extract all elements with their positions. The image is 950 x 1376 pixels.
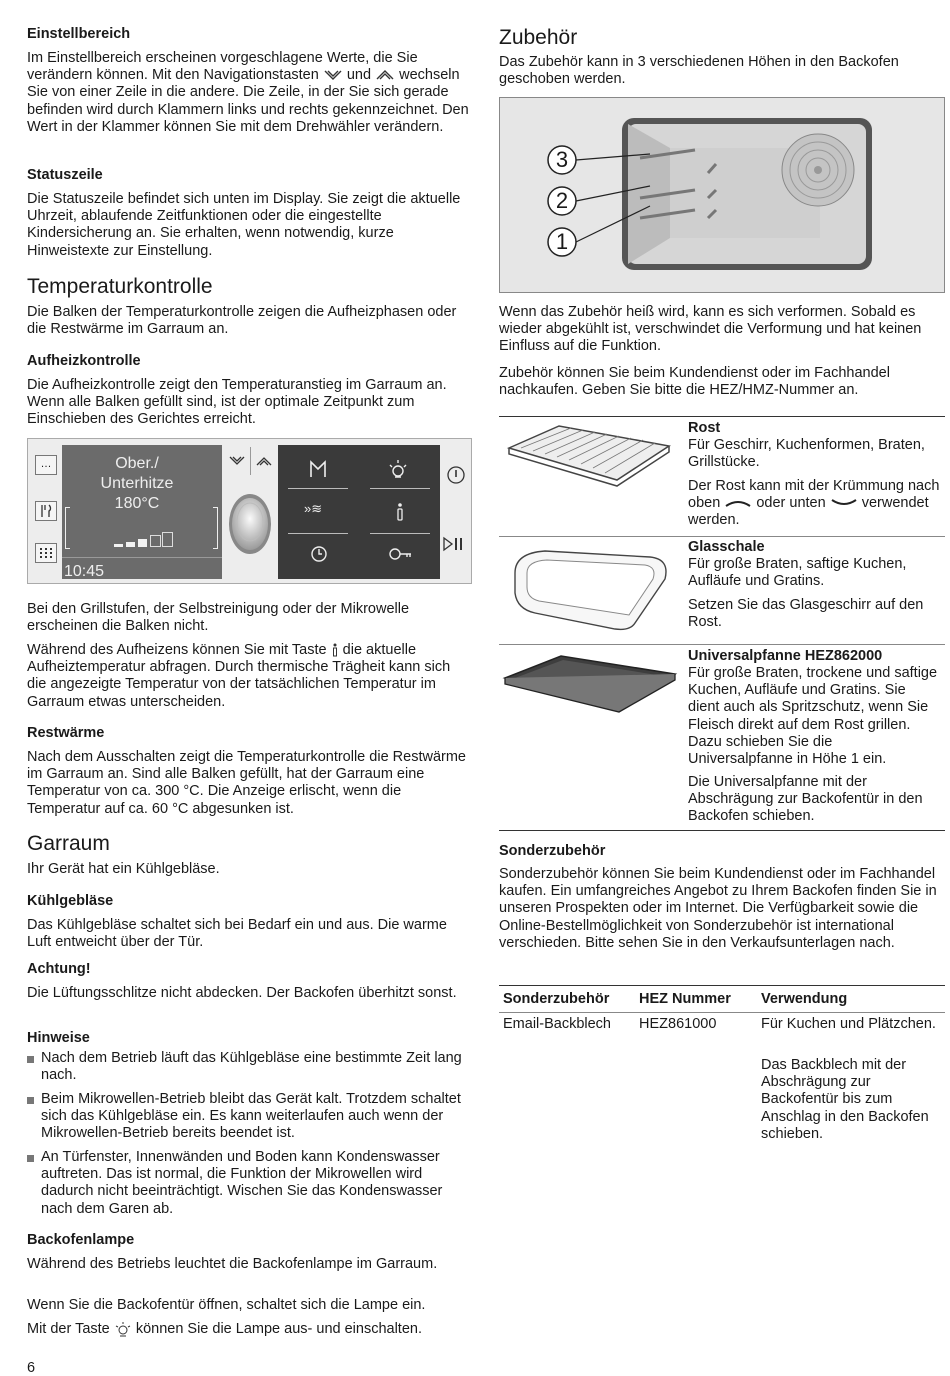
paragraph-zubehoer-2: Wenn das Zubehör heiß wird, kann es sich verformen. Sobald es wieder abgekühlt ist, verschwindet die Verformung und hat keinen Einfluss auf die Funktion. — [499, 304, 922, 355]
table-header-verwendung: Verwendung — [761, 991, 848, 1007]
grid-rule-2 — [370, 488, 430, 489]
heading-einstellbereich: Einstellbereich — [27, 26, 131, 42]
heading-hinweise: Hinweise — [27, 1030, 90, 1046]
item-note-glasschale: Setzen Sie das Glasgeschirr auf den Rost. — [688, 597, 924, 631]
paragraph-statuszeile: Die Statuszeile befindet sich unten im Display. Sie zeigt die aktuelle Uhrzeit, ablaufende Zeitfunktionen oder die eingestellte Kindersicherung an. Sie erhalten, wenn notwendig, kurze Hinweistexte zur Einstellung. — [27, 191, 461, 259]
paragraph-einstellbereich: Im Einstellbereich erscheinen vorgeschlagene Werte, die Sie verändern können. Mit den Navigationstasten und wechseln Sie von einer Zeile in die andere. Die Zeile, in der Sie sich gerade befinden wird durch Klammern links und rechts gekennzeichnet. Den Wert in der Klammer können Sie mit dem Drehwähler verändern. — [27, 50, 469, 135]
table-rule — [499, 644, 945, 645]
light-inline-icon — [114, 1321, 132, 1337]
rack-image — [499, 420, 679, 490]
display-line-2: Unterhitze — [100, 475, 174, 492]
paragraph-backofenlampe-3: Mit der Taste können Sie die Lampe aus- und einschalten. — [27, 1321, 422, 1337]
bullet-square — [27, 1097, 34, 1104]
table-top-rule — [499, 416, 945, 417]
item-title-rost: Rost — [688, 420, 721, 436]
list-item: Nach dem Betrieb läuft das Kühlgebläse eine bestimmte Zeit lang nach. — [27, 1050, 471, 1084]
clock-icon[interactable] — [308, 543, 330, 570]
nav-up-button[interactable] — [254, 447, 274, 477]
info-inline-icon — [331, 642, 339, 658]
heading-temperaturkontrolle: Temperaturkontrolle — [27, 275, 213, 298]
start-pause-button[interactable] — [442, 535, 466, 558]
rotary-knob[interactable] — [228, 491, 270, 553]
divider-arrows — [250, 447, 251, 475]
paragraph-temperaturkontrolle: Die Balken der Temperaturkontrolle zeigen die Aufheizphasen oder die Restwärme im Garraum an. — [27, 304, 457, 338]
status-time: 10:45 — [64, 563, 105, 580]
icon-menu-button[interactable]: … — [35, 455, 57, 475]
function-grid — [278, 445, 440, 579]
operating-mode-icon[interactable] — [306, 457, 330, 486]
keypad-icon[interactable] — [35, 543, 57, 563]
display-screen — [62, 445, 222, 579]
heading-garraum: Garraum — [27, 832, 110, 855]
curve-up-icon — [724, 498, 752, 508]
table-header-top-rule — [499, 985, 945, 986]
level-label: 1 — [555, 229, 569, 254]
power-button[interactable] — [446, 465, 466, 490]
heat-bar — [126, 542, 135, 548]
table-cell-number: HEZ861000 — [639, 1016, 717, 1032]
heading-backofenlampe: Backofenlampe — [27, 1232, 135, 1248]
grid-rule-3 — [288, 533, 348, 534]
bracket-left — [65, 507, 70, 549]
heading-achtung: Achtung! — [27, 961, 91, 977]
table-cell-name: Email-Backblech — [503, 1016, 611, 1032]
icon-recipe-button[interactable] — [35, 501, 57, 521]
bracket-right — [213, 507, 218, 549]
item-title-glasschale: Glasschale — [688, 539, 765, 555]
table-cell-use-1: Für Kuchen und Plätzchen. — [761, 1016, 936, 1032]
list-item: Beim Mikrowellen-Betrieb bleibt das Gerät kalt. Trotzdem schaltet sich das Kühlgebläse ein. Es kann weiterlaufen auch wenn der Mikrowellen-Betrieb bereits beendet ist. — [27, 1091, 471, 1143]
list-item: An Türfenster, Innenwänden und Boden kann Kondenswasser auftreten. Das ist normal, die Funktion der Mikrowellen wird dadurch nicht beeinträchtigt. Wischen Sie das Kondenswasser nach dem Garen ab. — [27, 1149, 471, 1218]
table-header-hez: HEZ Nummer — [639, 991, 731, 1007]
heat-bar — [138, 539, 147, 547]
bullet-square — [27, 1155, 34, 1162]
glass-dish-image — [505, 543, 675, 638]
paragraph-restwaerme: Nach dem Ausschalten zeigt die Temperaturkontrolle die Restwärme im Garraum an. Sind alle Balken gefüllt, hat der Garraum eine Temperatur von ca. 300 °C. Die Anzeige erlischt, wenn die Temperatur auf ca. 60 °C abgesunken ist. — [27, 749, 466, 817]
status-bar-divider — [62, 557, 222, 558]
item-desc-universalpfanne: Für große Braten, trockene und saftige Kuchen, Aufläufe und Gratins. Sie dient auch als Spritzschutz, wenn Sie Fleisch direkt auf dem Rost grillen. Dazu schieben Sie die Universalpfanne in Höhe 1 ein. — [688, 665, 938, 768]
item-note-rost: Der Rost kann mit der Krümmung nach oben oder unten verwendet werden. — [688, 478, 940, 529]
paragraph-kuehlgeblaese: Das Kühlgebläse schaltet sich bei Bedarf ein und aus. Die warme Luft entweicht über der Tür. — [27, 917, 447, 951]
paragraph-after-display-2: Während des Aufheizens können Sie mit Taste die aktuelle Aufheiztemperatur abfragen. Durch thermische Trägheit kann sich die angezeigte Temperatur von der tatsächlichen Temperatur im Garraum etwas unterscheiden. — [27, 642, 451, 710]
paragraph-aufheizkontrolle: Die Aufheizkontrolle zeigt den Temperaturanstieg im Garraum an. Wenn alle Balken gefüllt sind, ist der optimale Zeitpunkt zum Einschieben des Gerichtes erreicht. — [27, 377, 447, 428]
heading-statuszeile: Statuszeile — [27, 167, 103, 183]
item-desc-glasschale: Für große Braten, saftige Kuchen, Aufläufe und Gratins. — [688, 556, 907, 590]
chevron-up-icon — [375, 68, 395, 82]
heading-sonderzubehoer: Sonderzubehör — [499, 843, 606, 859]
table-rule — [499, 536, 945, 537]
oven-illustration — [499, 97, 945, 293]
paragraph-backofenlampe-2: Wenn Sie die Backofentür öffnen, schaltet sich die Lampe ein. — [27, 1297, 426, 1313]
chevron-down-icon — [323, 68, 343, 82]
item-title-universalpfanne: Universalpfanne HEZ862000 — [688, 648, 883, 664]
paragraph-zubehoer: Das Zubehör kann in 3 verschiedenen Höhen in den Backofen geschoben werden. — [499, 54, 899, 88]
paragraph-achtung: Die Lüftungsschlitze nicht abdecken. Der Backofen überhitzt sonst. — [27, 985, 457, 1001]
heading-kuehlgeblaese: Kühlgebläse — [27, 893, 114, 909]
info-icon[interactable] — [394, 501, 406, 528]
heat-bar — [150, 535, 161, 548]
display-line-1: Ober./ — [115, 455, 159, 472]
heat-bar — [162, 532, 173, 547]
level-label: 2 — [555, 188, 569, 213]
table-cell-use-2: Das Backblech mit der Abschrägung zur Backofentür bis zum Anschlag in den Backofen schieben. — [761, 1057, 929, 1142]
item-note-universalpfanne: Die Universalpfanne mit der Abschrägung zur Backofentür in den Backofen schieben. — [688, 774, 923, 825]
nav-down-button[interactable] — [227, 447, 247, 477]
heading-aufheizkontrolle: Aufheizkontrolle — [27, 353, 141, 369]
paragraph-backofenlampe-1: Während des Betriebs leuchtet die Backofenlampe im Garraum. — [27, 1256, 438, 1272]
level-label: 3 — [555, 147, 569, 172]
grid-rule-4 — [370, 533, 430, 534]
item-desc-rost: Für Geschirr, Kuchenformen, Braten, Grillstücke. — [688, 437, 925, 471]
paragraph-sonderzubehoer: Sonderzubehör können Sie beim Kundendienst oder im Fachhandel kaufen. Ein umfangreiches Angebot zu Ihrem Backofen finden Sie in unseren Prospekten oder im Internet. Die Verfügbarkeit sowie die Online-Bestellmöglichkeit von Sonderzubehör ist international verschieden. Bitte sehen Sie in den Verkaufsunterlagen nach. — [499, 866, 937, 951]
light-icon[interactable] — [386, 457, 410, 486]
heat-bars — [114, 533, 174, 547]
curve-down-icon — [830, 498, 858, 508]
table-header-sonderzubehoer: Sonderzubehör — [503, 991, 610, 1007]
oven-control-panel — [27, 438, 472, 584]
key-icon[interactable] — [388, 545, 414, 568]
paragraph-garraum: Ihr Gerät hat ein Kühlgebläse. — [27, 861, 220, 877]
paragraph-zubehoer-3: Zubehör können Sie beim Kundendienst oder im Fachhandel nachkaufen. Geben Sie bitte die HEZ/HMZ-Nummer an. — [499, 365, 890, 399]
heading-zubehoer: Zubehör — [499, 26, 578, 49]
universal-pan-image — [499, 648, 679, 718]
table-header-bottom-rule — [499, 1012, 945, 1013]
paragraph-after-display-1: Bei den Grillstufen, der Selbstreinigung oder der Mikrowelle erscheinen die Balken nicht. — [27, 601, 410, 635]
fast-preheat-icon[interactable]: »≋ — [304, 501, 323, 516]
bullet-square — [27, 1056, 34, 1063]
grid-rule-1 — [288, 488, 348, 489]
heat-bar — [114, 544, 123, 547]
display-line-3: 180°C — [114, 495, 160, 512]
table-bottom-rule — [499, 830, 945, 831]
heading-restwaerme: Restwärme — [27, 725, 105, 741]
page-number: 6 — [27, 1360, 36, 1376]
